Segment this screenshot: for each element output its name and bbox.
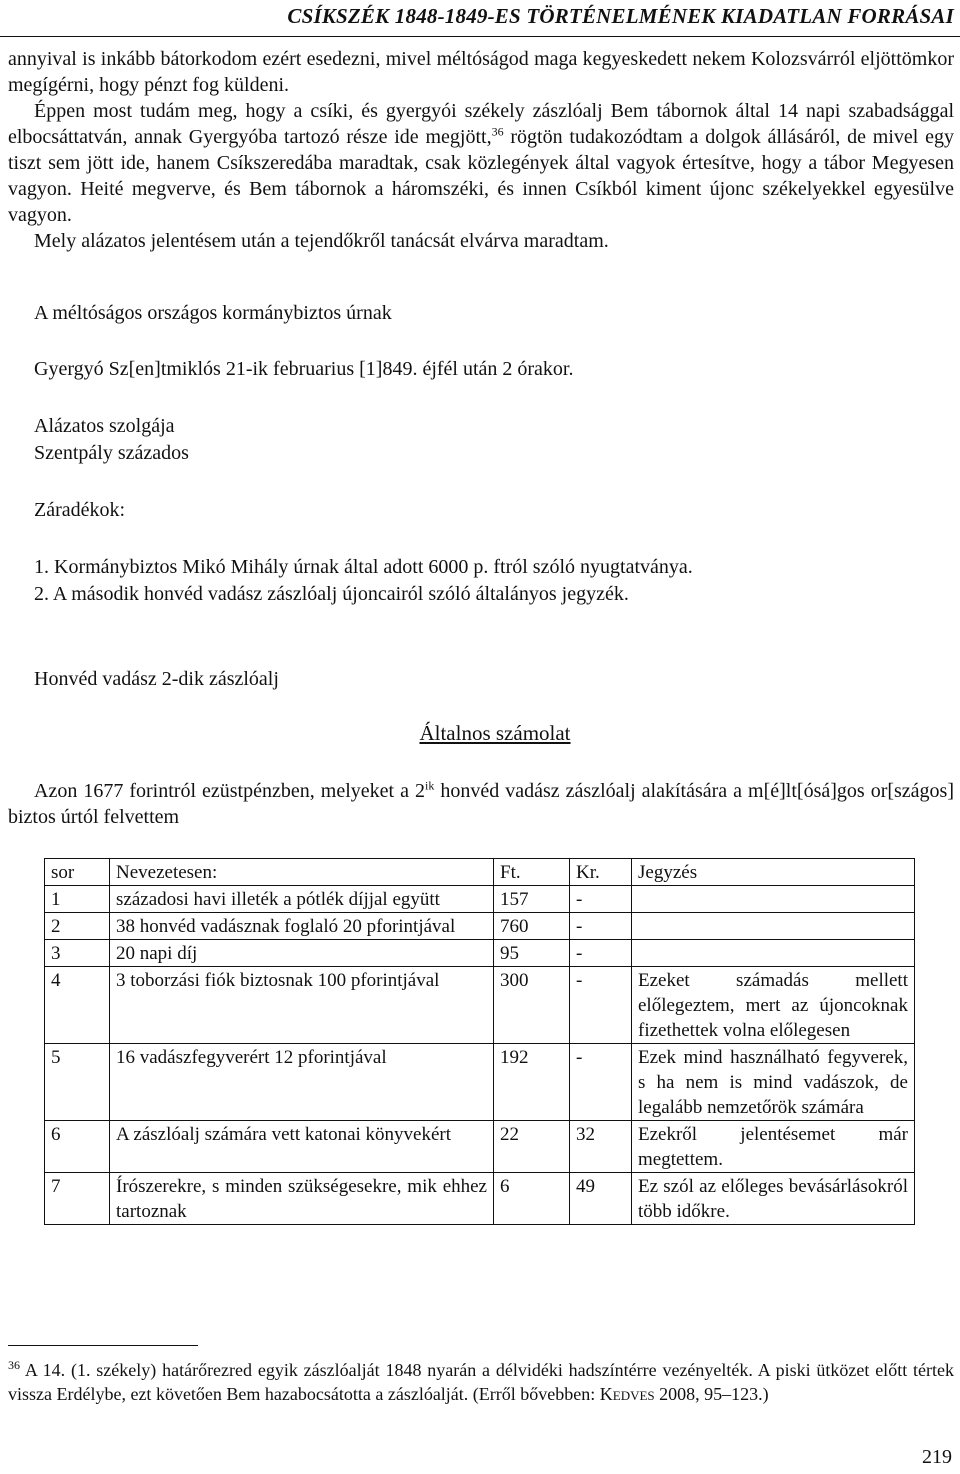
row-note: Ezek mind használható fegyverek, s ha nem is mind vadászok, de legalább nemzetőrök számára (632, 1044, 915, 1121)
main-text (8, 46, 954, 254)
header-rule (0, 36, 960, 37)
header-sor: sor (45, 859, 110, 886)
place-date: Gyergyó Sz[en]tmiklós 21-ik februarius [1]849. éjfél után 2 órakor. (34, 358, 574, 380)
account-intro (8, 778, 954, 830)
closing: Alázatos szolgája (34, 415, 175, 437)
row-desc: 16 vadászfegyverért 12 pforintjával (110, 1044, 494, 1121)
row-kr: 49 (570, 1173, 632, 1225)
clause-1: 1. Kormánybiztos Mikó Mihály úrnak által adott 6000 p. ftról szóló nyugtatványa. (34, 556, 693, 578)
row-desc: Írószerekre, s minden szükségesekre, mik ehhez tartoznak (110, 1173, 494, 1225)
paragraph-2-part-a: Éppen most tudám meg, hogy a csíki, és gyergyói székely zászlóalj Bem tábornok által 14 napi szabadsággal elbocsáttatván, annak Gyergyóba tartozó része ide megjött, (8, 100, 954, 148)
row-note: Ez szól az előleges bevásárlásokról több időkre. (632, 1173, 915, 1225)
paragraph-2-part-b: rögtön tudakozódtam a dolgok állásáról, de mivel egy tiszt sem jött ide, hanem Csíkszeredába maradtak, csak közlegények által vagyok értesítve, hogy a tábor Megyesen vagyon. Heité megverve, és Bem tábornok a háromszéki, és innen Csíkból kiment újonc székelyekkel egyesülve vagyon. (8, 126, 954, 226)
row-kr: - (570, 940, 632, 967)
table-row (45, 940, 915, 967)
footnote-text-a: A 14. (1. székely) határőrezred egyik zászlóalját 1848 nyarán a délvidéki hadszíntérre vezényelték. A piski ütközet előtt tértek vissza Erdélybe, ezt követően Bem hazabocsátotta a zászlóalját. (Erről bővebben: (8, 1360, 954, 1404)
paragraph-2 (8, 98, 954, 228)
row-sor: 6 (45, 1121, 110, 1173)
table-row (45, 913, 915, 940)
row-desc: A zászlóalj számára vett katonai könyvekért (110, 1121, 494, 1173)
table-row (45, 1121, 915, 1173)
row-sor: 1 (45, 886, 110, 913)
row-ft: 6 (494, 1173, 570, 1225)
row-sor: 2 (45, 913, 110, 940)
row-desc: 3 toborzási fiók biztosnak 100 pforintjával (110, 967, 494, 1044)
table-header-row (45, 859, 915, 886)
row-note (632, 886, 915, 913)
paragraph-1: annyival is inkább bátorkodom ezért esedezni, mivel méltóságod maga kegyeskedett nekem Kolozsvárról eljöttömkor megígérni, hogy pénzt fog küldeni. (8, 48, 954, 96)
table-row (45, 1044, 915, 1121)
row-sor: 7 (45, 1173, 110, 1225)
account-table (44, 858, 915, 1225)
clause-2: 2. A második honvéd vadász zászlóalj újoncairól szóló általányos jegyzék. (34, 583, 629, 605)
row-ft: 22 (494, 1121, 570, 1173)
account-title: Általnos számolat (419, 721, 571, 745)
account-intro-sup: ik (424, 778, 435, 793)
footnote-ref-36[interactable]: 36 (491, 124, 504, 139)
row-ft: 157 (494, 886, 570, 913)
row-kr: 32 (570, 1121, 632, 1173)
row-ft: 95 (494, 940, 570, 967)
row-desc: 20 napi díj (110, 940, 494, 967)
row-desc: 38 honvéd vadásznak foglaló 20 pforintjával (110, 913, 494, 940)
row-note: Ezekről jelentésemet már megtettem. (632, 1121, 915, 1173)
footnote-36 (8, 1358, 954, 1406)
row-kr: - (570, 886, 632, 913)
header-kr: Kr. (570, 859, 632, 886)
account-intro-part-b: honvéd vadász zászlóalj alakítására a m[é]lt[ósá]gos or[szágos] biztos úrtól felvettem (8, 780, 955, 828)
header-ft: Ft. (494, 859, 570, 886)
unit-name: Honvéd vadász 2-dik zászlóalj (34, 668, 279, 690)
table-row (45, 886, 915, 913)
running-title: CSÍKSZÉK 1848-1849-ES TÖRTÉNELMÉNEK KIADATLAN FORRÁSAI (287, 4, 954, 28)
table-row (45, 1173, 915, 1225)
page-number: 219 (922, 1446, 952, 1468)
row-desc: századosi havi illeték a pótlék díjjal együtt (110, 886, 494, 913)
addressee: A méltóságos országos kormánybiztos úrnak (34, 302, 392, 324)
header-jegyzes: Jegyzés (632, 859, 915, 886)
row-note (632, 940, 915, 967)
row-kr: - (570, 913, 632, 940)
row-ft: 300 (494, 967, 570, 1044)
row-note: Ezeket számadás mellett előlegeztem, mert az újoncoknak fizethettek volna előlegesen (632, 967, 915, 1044)
row-sor: 3 (45, 940, 110, 967)
row-note (632, 913, 915, 940)
row-ft: 192 (494, 1044, 570, 1121)
row-sor: 5 (45, 1044, 110, 1121)
table-row (45, 967, 915, 1044)
footnote-number: 36 (8, 1358, 20, 1372)
footnote-rule (8, 1345, 198, 1346)
footnote-author: Kedves (599, 1384, 655, 1404)
clauses-heading: Záradékok: (34, 499, 126, 521)
row-kr: - (570, 967, 632, 1044)
row-kr: - (570, 1044, 632, 1121)
row-ft: 760 (494, 913, 570, 940)
footnote-text-b: 2008, 95–123.) (654, 1384, 769, 1404)
paragraph-3: Mely alázatos jelentésem után a tejendőkről tanácsát elvárva maradtam. (34, 230, 609, 252)
header-nevezetesen: Nevezetesen: (110, 859, 494, 886)
signature: Szentpály százados (34, 442, 189, 464)
row-sor: 4 (45, 967, 110, 1044)
account-intro-part-a: Azon 1677 forintról ezüstpénzben, melyeket a 2 (34, 780, 425, 802)
